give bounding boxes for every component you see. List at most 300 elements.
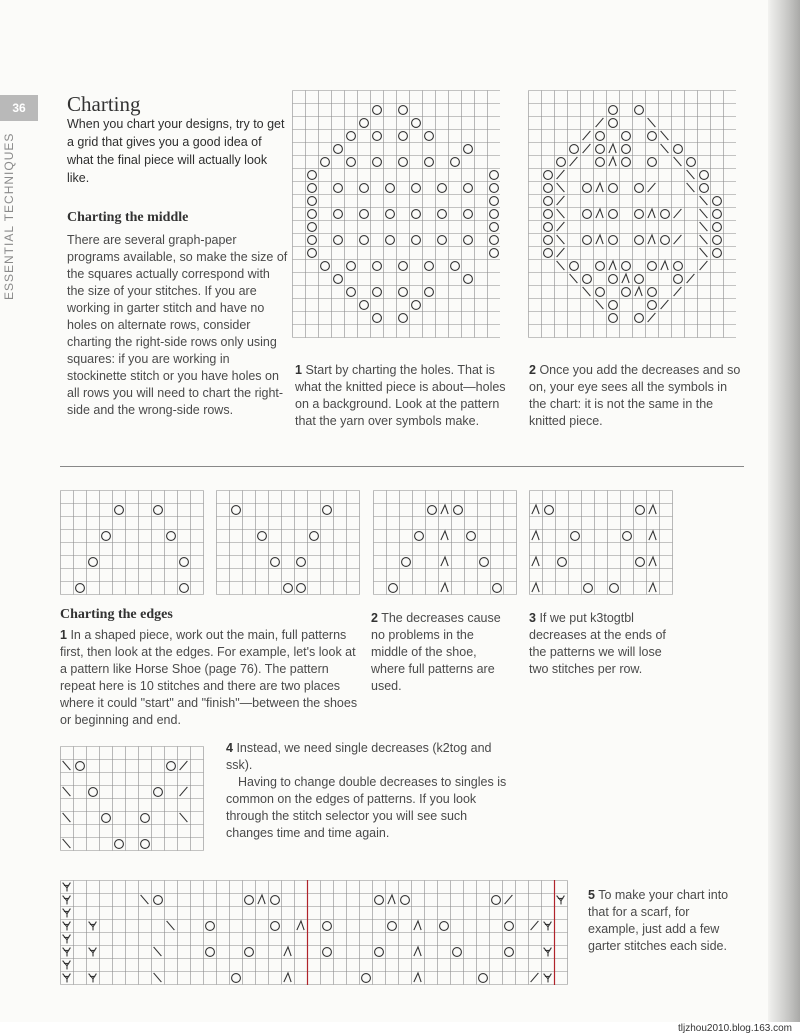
double-decrease-symbol <box>596 183 603 192</box>
double-decrease-symbol <box>532 583 539 592</box>
garter-symbol <box>63 909 71 918</box>
yarn-over-symbol <box>570 145 579 154</box>
yarn-over-symbol <box>490 210 499 219</box>
garter-symbol <box>557 896 565 905</box>
yarn-over-symbol <box>490 236 499 245</box>
intro-text: When you chart your designs, try to get a grid that gives you a good idea of what the final piece will actually look like. <box>67 117 285 185</box>
page-title: Charting <box>67 92 141 116</box>
k2tog-symbol <box>674 287 682 296</box>
yarn-over-symbol <box>713 223 722 232</box>
k2tog-symbol <box>180 787 188 796</box>
yarn-over-symbol <box>425 262 434 271</box>
yarn-over-symbol <box>713 249 722 258</box>
ssk-symbol <box>687 183 695 192</box>
yarn-over-symbol <box>545 506 554 515</box>
yarn-over-symbol <box>271 558 280 567</box>
yarn-over-symbol <box>636 558 645 567</box>
page-gutter <box>768 0 800 1035</box>
ssk-symbol <box>63 839 71 848</box>
yarn-over-symbol <box>609 236 618 245</box>
garter-symbol <box>63 896 71 905</box>
garter-symbol <box>544 948 552 957</box>
yarn-over-symbol <box>648 262 657 271</box>
yarn-over-symbol <box>402 558 411 567</box>
yarn-over-symbol <box>141 814 150 823</box>
yarn-over-symbol <box>596 158 605 167</box>
yarn-over-symbol <box>373 262 382 271</box>
k2tog-symbol <box>531 921 539 930</box>
ssk-symbol <box>141 895 149 904</box>
yarn-over-symbol <box>583 275 592 284</box>
yarn-over-symbol <box>438 184 447 193</box>
yarn-over-symbol <box>89 788 98 797</box>
double-decrease-symbol <box>661 261 668 270</box>
yarn-over-symbol <box>284 584 293 593</box>
yarn-over-symbol <box>480 558 489 567</box>
double-decrease-symbol <box>648 235 655 244</box>
yarn-over-symbol <box>386 210 395 219</box>
yarn-over-symbol <box>76 584 85 593</box>
yarn-over-symbol <box>425 158 434 167</box>
yarn-over-symbol <box>347 132 356 141</box>
yarn-over-symbol <box>571 532 580 541</box>
yarn-over-symbol <box>544 223 553 232</box>
ssk-symbol <box>557 261 565 270</box>
yarn-over-symbol <box>425 132 434 141</box>
heading-charting-edges: Charting the edges <box>60 607 173 622</box>
yarn-over-symbol <box>440 922 449 931</box>
yarn-over-symbol <box>167 532 176 541</box>
yarn-over-symbol <box>713 197 722 206</box>
yarn-over-symbol <box>635 275 644 284</box>
yarn-over-symbol <box>412 184 421 193</box>
yarn-over-symbol <box>479 974 488 983</box>
ssk-symbol <box>154 973 162 982</box>
yarn-over-symbol <box>544 210 553 219</box>
caption-edges-5: 5 To make your chart into that for a scarf, for example, just add a few garter stitches each side. <box>588 888 729 953</box>
yarn-over-symbol <box>636 506 645 515</box>
grid-lines <box>61 881 568 985</box>
ssk-symbol <box>570 274 578 283</box>
yarn-over-symbol <box>360 119 369 128</box>
yarn-over-symbol <box>334 236 343 245</box>
yarn-over-symbol <box>373 106 382 115</box>
yarn-over-symbol <box>297 584 306 593</box>
section-label: ESSENTIAL TECHNIQUES <box>2 132 16 300</box>
garter-symbol <box>89 922 97 931</box>
yarn-over-symbol <box>583 184 592 193</box>
double-decrease-symbol <box>284 973 291 982</box>
yarn-over-symbol <box>347 262 356 271</box>
double-decrease-symbol <box>532 557 539 566</box>
k2tog-symbol <box>648 183 656 192</box>
ssk-symbol <box>700 222 708 231</box>
yarn-over-symbol <box>388 922 397 931</box>
heading-charting-middle: Charting the middle <box>67 210 189 225</box>
yarn-over-symbol <box>232 974 241 983</box>
yarn-over-symbol <box>375 948 384 957</box>
yarn-over-symbol <box>557 158 566 167</box>
credit-line: tljzhou2010.blog.163.com <box>0 1022 800 1035</box>
chart-holes-decreases <box>528 90 736 340</box>
yarn-over-symbol <box>206 922 215 931</box>
double-decrease-symbol <box>648 209 655 218</box>
yarn-over-symbol <box>373 158 382 167</box>
double-decrease-symbol <box>635 287 642 296</box>
yarn-over-symbol <box>102 814 111 823</box>
yarn-over-symbol <box>180 558 189 567</box>
yarn-over-symbol <box>596 145 605 154</box>
yarn-over-symbol <box>635 184 644 193</box>
garter-symbol <box>63 935 71 944</box>
yarn-over-symbol <box>206 948 215 957</box>
yarn-over-symbol <box>271 922 280 931</box>
yarn-over-symbol <box>583 236 592 245</box>
yarn-over-symbol <box>321 158 330 167</box>
yarn-over-symbol <box>425 288 434 297</box>
yarn-over-symbol <box>89 558 98 567</box>
ssk-symbol <box>557 235 565 244</box>
grid-lines <box>61 491 204 595</box>
yarn-over-symbol <box>490 249 499 258</box>
ssk-symbol <box>63 787 71 796</box>
yarn-over-symbol <box>115 840 124 849</box>
garter-symbol <box>89 948 97 957</box>
yarn-over-symbol <box>451 158 460 167</box>
yarn-over-symbol <box>321 262 330 271</box>
chart-holes <box>292 90 500 340</box>
ssk-symbol <box>674 157 682 166</box>
yarn-over-symbol <box>308 249 317 258</box>
yarn-over-symbol <box>399 158 408 167</box>
yarn-over-symbol <box>115 506 124 515</box>
yarn-over-symbol <box>389 584 398 593</box>
yarn-over-symbol <box>492 896 501 905</box>
double-decrease-symbol <box>649 583 656 592</box>
yarn-over-symbol <box>412 210 421 219</box>
yarn-over-symbol <box>544 236 553 245</box>
chart-single-decreases <box>60 746 206 852</box>
yarn-over-symbol <box>347 158 356 167</box>
yarn-over-symbol <box>308 184 317 193</box>
yarn-over-symbol <box>635 210 644 219</box>
section-divider <box>60 466 744 467</box>
ssk-symbol <box>661 144 669 153</box>
yarn-over-symbol <box>373 288 382 297</box>
double-decrease-symbol <box>622 274 629 283</box>
grid-lines <box>529 91 737 338</box>
yarn-over-symbol <box>401 896 410 905</box>
yarn-over-symbol <box>154 896 163 905</box>
yarn-over-symbol <box>464 145 473 154</box>
k2tog-symbol <box>557 196 565 205</box>
yarn-over-symbol <box>490 223 499 232</box>
garter-symbol <box>544 922 552 931</box>
chart-scarf <box>60 880 570 986</box>
yarn-over-symbol <box>308 171 317 180</box>
yarn-over-symbol <box>454 506 463 515</box>
yarn-over-symbol <box>505 922 514 931</box>
k2tog-symbol <box>557 248 565 257</box>
yarn-over-symbol <box>334 184 343 193</box>
yarn-over-symbol <box>648 158 657 167</box>
yarn-over-symbol <box>544 171 553 180</box>
ssk-symbol <box>583 287 591 296</box>
double-decrease-symbol <box>284 947 291 956</box>
ssk-symbol <box>700 209 708 218</box>
yarn-over-symbol <box>674 262 683 271</box>
double-decrease-symbol <box>297 921 304 930</box>
grid-lines <box>293 91 501 338</box>
yarn-over-symbol <box>635 236 644 245</box>
ssk-symbol <box>661 131 669 140</box>
yarn-over-symbol <box>464 275 473 284</box>
yarn-over-symbol <box>713 236 722 245</box>
double-decrease-symbol <box>649 505 656 514</box>
double-decrease-symbol <box>596 235 603 244</box>
yarn-over-symbol <box>453 948 462 957</box>
k2tog-symbol <box>700 261 708 270</box>
yarn-over-symbol <box>700 171 709 180</box>
yarn-over-symbol <box>180 584 189 593</box>
ssk-symbol <box>687 170 695 179</box>
yarn-over-symbol <box>308 236 317 245</box>
caption-edges-3: 3 If we put k3togtbl decreases at the ends of the patterns we will lose two stitches per row. <box>529 611 666 676</box>
double-decrease-symbol <box>609 157 616 166</box>
ssk-symbol <box>63 761 71 770</box>
caption-middle-2: 2 Once you add the decreases and so on, your eye sees all the symbols in the chart: it is not the same in the knitted piece. <box>529 363 741 428</box>
ssk-symbol <box>700 196 708 205</box>
caption-middle-1: 1 Start by charting the holes. That is what the knitted piece is about—holes on a background. Look at the pattern that the yarn over symbols make. <box>295 363 506 428</box>
yarn-over-symbol <box>399 314 408 323</box>
garter-symbol <box>544 974 552 983</box>
yarn-over-symbol <box>687 158 696 167</box>
yarn-over-symbol <box>544 184 553 193</box>
yarn-over-symbol <box>490 184 499 193</box>
k2tog-symbol <box>570 157 578 166</box>
yarn-over-symbol <box>167 762 176 771</box>
yarn-over-symbol <box>415 532 424 541</box>
k2tog-symbol <box>505 895 513 904</box>
yarn-over-symbol <box>661 210 670 219</box>
double-decrease-symbol <box>441 505 448 514</box>
yarn-over-symbol <box>386 184 395 193</box>
yarn-over-symbol <box>308 197 317 206</box>
yarn-over-symbol <box>412 119 421 128</box>
yarn-over-symbol <box>464 236 473 245</box>
yarn-over-symbol <box>399 132 408 141</box>
yarn-over-symbol <box>334 210 343 219</box>
yarn-over-symbol <box>609 119 618 128</box>
garter-symbol <box>89 974 97 983</box>
k2tog-symbol <box>687 274 695 283</box>
yarn-over-symbol <box>399 262 408 271</box>
yarn-over-symbol <box>596 288 605 297</box>
yarn-over-symbol <box>609 275 618 284</box>
k2tog-symbol <box>531 973 539 982</box>
yarn-over-symbol <box>334 275 343 284</box>
garter-symbol <box>63 948 71 957</box>
k2tog-symbol <box>648 313 656 322</box>
yarn-over-symbol <box>154 506 163 515</box>
ssk-symbol <box>154 947 162 956</box>
yarn-over-symbol <box>609 301 618 310</box>
double-decrease-symbol <box>441 557 448 566</box>
double-decrease-symbol <box>441 583 448 592</box>
garter-symbol <box>63 883 71 892</box>
ssk-symbol <box>596 300 604 309</box>
yarn-over-symbol <box>661 236 670 245</box>
yarn-over-symbol <box>360 210 369 219</box>
yarn-over-symbol <box>610 584 619 593</box>
yarn-over-symbol <box>232 506 241 515</box>
double-decrease-symbol <box>414 973 421 982</box>
yarn-over-symbol <box>334 145 343 154</box>
garter-symbol <box>63 922 71 931</box>
k2tog-symbol <box>557 170 565 179</box>
ssk-symbol <box>700 248 708 257</box>
yarn-over-symbol <box>596 132 605 141</box>
yarn-over-symbol <box>464 184 473 193</box>
yarn-over-symbol <box>622 132 631 141</box>
yarn-over-symbol <box>544 249 553 258</box>
k2tog-symbol <box>180 761 188 770</box>
k2tog-symbol <box>583 144 591 153</box>
double-decrease-symbol <box>609 144 616 153</box>
yarn-over-symbol <box>308 223 317 232</box>
yarn-over-symbol <box>271 896 280 905</box>
yarn-over-symbol <box>141 840 150 849</box>
yarn-over-symbol <box>622 262 631 271</box>
double-decrease-symbol <box>649 557 656 566</box>
yarn-over-symbol <box>245 896 254 905</box>
yarn-over-symbol <box>323 948 332 957</box>
yarn-over-symbol <box>375 896 384 905</box>
yarn-over-symbol <box>412 236 421 245</box>
yarn-over-symbol <box>308 210 317 219</box>
yarn-over-symbol <box>438 236 447 245</box>
yarn-over-symbol <box>583 210 592 219</box>
yarn-over-symbol <box>609 184 618 193</box>
chart-horseshoe-k3tog <box>529 490 675 596</box>
yarn-over-symbol <box>245 948 254 957</box>
yarn-over-symbol <box>373 314 382 323</box>
yarn-over-symbol <box>464 210 473 219</box>
k2tog-symbol <box>596 118 604 127</box>
yarn-over-symbol <box>373 132 382 141</box>
yarn-over-symbol <box>493 584 502 593</box>
yarn-over-symbol <box>623 532 632 541</box>
caption-edges-1: 1 In a shaped piece, work out the main, full patterns first, then look at the edges. For example, let's look at a pattern like Horse Shoe (page 76). The pattern repeat here is 10 stitches and there are two places where it could "start" and "finish"—between the shoes or beginning and end. <box>60 628 358 727</box>
double-decrease-symbol <box>414 947 421 956</box>
chart-horseshoe-holes <box>60 490 206 596</box>
yarn-over-symbol <box>505 948 514 957</box>
ssk-symbol <box>167 921 175 930</box>
ssk-symbol <box>557 209 565 218</box>
yarn-over-symbol <box>635 314 644 323</box>
yarn-over-symbol <box>713 210 722 219</box>
yarn-over-symbol <box>648 132 657 141</box>
yarn-over-symbol <box>360 184 369 193</box>
yarn-over-symbol <box>323 922 332 931</box>
yarn-over-symbol <box>297 558 306 567</box>
yarn-over-symbol <box>700 184 709 193</box>
yarn-over-symbol <box>674 145 683 154</box>
double-decrease-symbol <box>596 209 603 218</box>
ssk-symbol <box>180 813 188 822</box>
yarn-over-symbol <box>584 584 593 593</box>
garter-symbol <box>63 974 71 983</box>
yarn-over-symbol <box>490 197 499 206</box>
double-decrease-symbol <box>609 261 616 270</box>
yarn-over-symbol <box>609 314 618 323</box>
yarn-over-symbol <box>428 506 437 515</box>
yarn-over-symbol <box>76 762 85 771</box>
yarn-over-symbol <box>323 506 332 515</box>
ssk-symbol <box>648 118 656 127</box>
k2tog-symbol <box>674 209 682 218</box>
yarn-over-symbol <box>362 974 371 983</box>
double-decrease-symbol <box>532 531 539 540</box>
yarn-over-symbol <box>258 532 267 541</box>
yarn-over-symbol <box>558 558 567 567</box>
yarn-over-symbol <box>648 301 657 310</box>
yarn-over-symbol <box>635 106 644 115</box>
yarn-over-symbol <box>570 262 579 271</box>
double-decrease-symbol <box>441 531 448 540</box>
ssk-symbol <box>557 183 565 192</box>
middle-body: There are several graph-paper programs available, so make the size of the squares actually correspond with the size of your stitches. If you are working in garter stitch and have no holes on alternate rows, consider charting the right-side rows only using squares: if you are working in stockinette stitch or you have holes on all rows you will need to chart the right-side and the wrong-side rows. <box>67 233 288 417</box>
k2tog-symbol <box>557 222 565 231</box>
double-decrease-symbol <box>258 895 265 904</box>
yarn-over-symbol <box>467 532 476 541</box>
yarn-over-symbol <box>622 288 631 297</box>
yarn-over-symbol <box>544 197 553 206</box>
double-decrease-symbol <box>388 895 395 904</box>
yarn-over-symbol <box>360 236 369 245</box>
caption-edges-2: 2 The decreases cause no problems in the middle of the shoe, where full patterns are used. <box>371 611 501 693</box>
k2tog-symbol <box>661 300 669 309</box>
double-decrease-symbol <box>649 531 656 540</box>
yarn-over-symbol <box>347 288 356 297</box>
yarn-over-symbol <box>622 158 631 167</box>
k2tog-symbol <box>583 131 591 140</box>
yarn-over-symbol <box>609 210 618 219</box>
yarn-over-symbol <box>648 288 657 297</box>
yarn-over-symbol <box>399 288 408 297</box>
yarn-over-symbol <box>360 301 369 310</box>
k2tog-symbol <box>674 235 682 244</box>
yarn-over-symbol <box>622 145 631 154</box>
yarn-over-symbol <box>451 262 460 271</box>
yarn-over-symbol <box>609 106 618 115</box>
yarn-over-symbol <box>154 788 163 797</box>
double-decrease-symbol <box>414 921 421 930</box>
page-number: 36 <box>0 95 38 121</box>
yarn-over-symbol <box>596 262 605 271</box>
chart-horseshoe-between <box>216 490 362 596</box>
yarn-over-symbol <box>386 236 395 245</box>
ssk-symbol <box>700 235 708 244</box>
yarn-over-symbol <box>438 210 447 219</box>
chart-horseshoe-decreases <box>373 490 519 596</box>
yarn-over-symbol <box>102 532 111 541</box>
yarn-over-symbol <box>490 171 499 180</box>
ssk-symbol <box>63 813 71 822</box>
garter-symbol <box>63 961 71 970</box>
yarn-over-symbol <box>412 301 421 310</box>
yarn-over-symbol <box>674 275 683 284</box>
